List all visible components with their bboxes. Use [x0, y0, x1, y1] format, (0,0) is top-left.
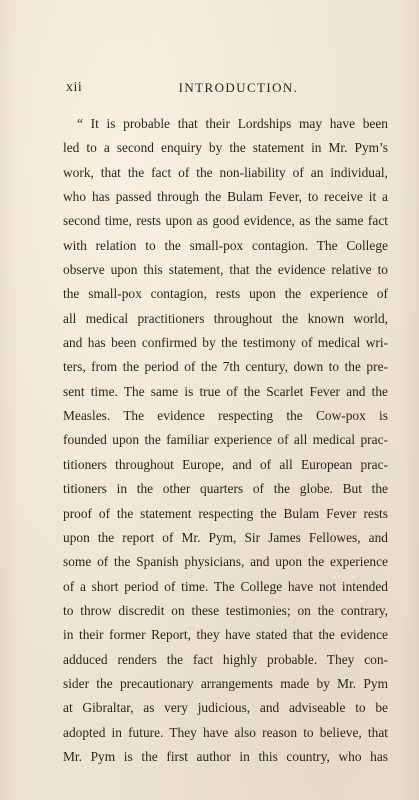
- text-line: proof of the statement respecting the Bulam Fever rests: [63, 505, 388, 521]
- text-line: of a short period of time. The College have not intended: [63, 578, 388, 594]
- text-line: in their former Report, they have stated that the evidence: [63, 627, 388, 643]
- text-line: ters, from the period of the 7th century, down to the pre-: [63, 359, 388, 375]
- text-line: at Gibraltar, as very judicious, and adviseable to be: [63, 700, 388, 716]
- running-head: [66, 80, 387, 98]
- running-title: INTRODUCTION.: [178, 80, 299, 95]
- text-line: titioners throughout Europe, and of all European prac-: [63, 456, 388, 472]
- text-line: adopted in future. They have also reason to believe, that: [63, 724, 388, 740]
- text-line: upon the report of Mr. Pym, Sir James Fellowes, and: [63, 529, 388, 545]
- text-line: all medical practitioners throughout the known world,: [63, 310, 388, 326]
- text-line: “ It is probable that their Lordships may have been: [77, 116, 388, 131]
- text-line: led to a second enquiry by the statement in Mr. Pym’s: [63, 140, 388, 156]
- text-line: Mr. Pym is the first author in this country, who has: [63, 748, 388, 764]
- text-line: and has been confirmed by the testimony of medical wri-: [63, 335, 388, 351]
- text-line: sider the precautionary arrangements made by Mr. Pym: [63, 675, 388, 691]
- text-line: who has passed through the Bulam Fever, to receive it a: [63, 189, 388, 205]
- text-line: titioners in the other quarters of the globe. But the: [63, 481, 388, 497]
- page-number: xii: [66, 80, 83, 95]
- body-text: [63, 112, 388, 769]
- text-line: Measles. The evidence respecting the Cow-pox is: [63, 408, 388, 424]
- text-line: sent time. The same is true of the Scarlet Fever and the: [63, 383, 388, 399]
- text-line: with relation to the small-pox contagion. The College: [63, 237, 388, 253]
- text-line: second time, rests upon as good evidence, as the same fact: [63, 213, 388, 229]
- text-line: adduced renders the fact highly probable. They con-: [63, 651, 388, 667]
- text-line: observe upon this statement, that the evidence relative to: [63, 262, 388, 278]
- text-line: some of the Spanish physicians, and upon the experience: [63, 554, 388, 570]
- text-line: the small-pox contagion, rests upon the experience of: [63, 286, 388, 302]
- text-line: founded upon the familiar experience of all medical prac-: [63, 432, 388, 448]
- text-line: to throw discredit on these testimonies; on the contrary,: [63, 602, 388, 618]
- text-line: work, that the fact of the non-liability of an individual,: [63, 164, 388, 180]
